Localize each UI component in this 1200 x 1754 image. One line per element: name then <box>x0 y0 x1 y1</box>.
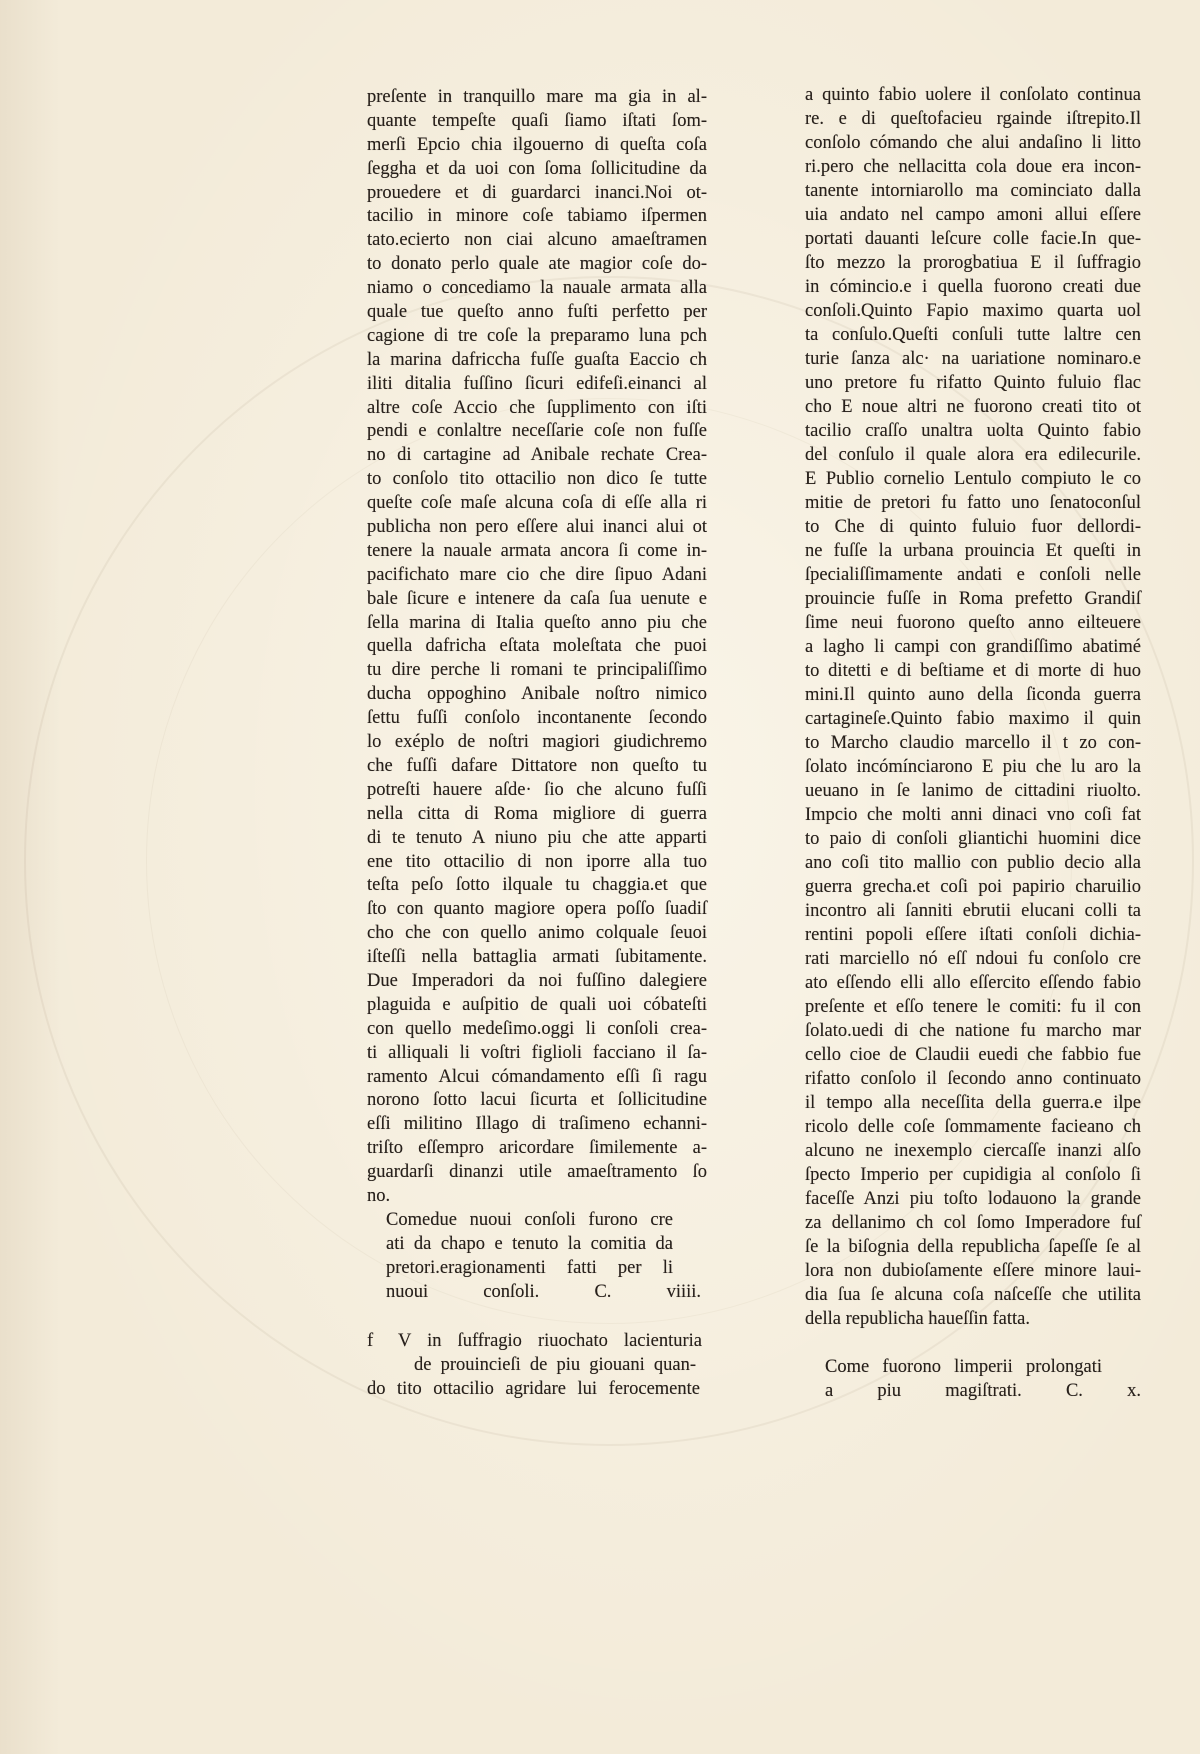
line-text: nella citta di Roma migliore di guerra <box>367 803 707 824</box>
line-text: pendi e conlaltre neceſſarie coſe non fuſſe <box>367 421 707 442</box>
line-text: a lagho li campi con grandiſſimo abatimé <box>805 637 1141 657</box>
text-line <box>805 1043 1141 1067</box>
text-line <box>367 1018 707 1042</box>
text-line <box>367 325 707 349</box>
line-text: ſto mezzo la prorogbatiua E il ſuffragio <box>805 253 1141 273</box>
line-text: do tito ottacilio agridare lui ferocemente <box>367 1379 700 1400</box>
text-line <box>805 947 1141 971</box>
line-text: ti alliquali li voſtri figlioli facciano il ſa- <box>367 1042 707 1063</box>
text-line <box>367 468 707 492</box>
line-text: quella dafricha eſtata moleſtata che puoi <box>367 636 707 657</box>
text-line <box>367 922 707 946</box>
line-text: no. <box>367 1185 391 1206</box>
text-line <box>367 1257 707 1281</box>
chapter-heading <box>367 1209 707 1305</box>
line-text: della republicha haueſſin fatta. <box>805 1309 1030 1329</box>
text-line <box>805 275 1141 299</box>
text-line <box>805 923 1141 947</box>
text-line <box>367 707 707 731</box>
text-line <box>805 1379 1141 1403</box>
line-text: ene tito ottacilio di non iporre alla tuo <box>367 851 707 872</box>
text-line <box>805 1091 1141 1115</box>
text-line <box>805 1067 1141 1091</box>
line-text: E Publio cornelio Lentulo compiuto le co <box>805 469 1141 489</box>
text-line <box>805 299 1141 323</box>
text-line <box>367 1042 707 1066</box>
line-text: il tempo alla neceſſita della guerra.e ilpe <box>805 1093 1141 1113</box>
line-text: tenere la nauale armata ancora ſi come in- <box>367 540 707 561</box>
text-line <box>805 707 1141 731</box>
line-text: cagione di tre coſe la preparamo luna pch <box>367 325 707 346</box>
line-text: to paio di conſoli gliantichi huomini dice <box>805 829 1141 849</box>
line-text: ſettu fuſſi conſolo incontanente ſecondo <box>367 708 707 729</box>
text-line <box>805 755 1141 779</box>
line-text: lora non dubioſamente eſſere minore laui- <box>805 1261 1141 1281</box>
line-text: teſta peſo ſotto ilquale tu chaggia.et que <box>367 875 707 896</box>
text-line <box>805 875 1141 899</box>
text-line <box>367 970 707 994</box>
text-line <box>367 516 707 540</box>
line-text: prouincie fuſſe in Roma prefetto Grandiſ <box>805 589 1141 609</box>
line-text: plaguida e auſpitio de quali uoi cóbateſti <box>367 994 707 1015</box>
text-line <box>805 107 1141 131</box>
line-text: a quinto fabio uolere il conſolato continua <box>805 85 1141 105</box>
line-text: uia andato nel campo amoni allui eſſere <box>805 205 1141 225</box>
text-line <box>805 179 1141 203</box>
text-line <box>805 1259 1141 1283</box>
text-line <box>805 419 1141 443</box>
line-text: ſpecialiſſimamente andati e conſoli nelle <box>805 565 1141 585</box>
line-text: lo exéplo de noſtri magiori giudichremo <box>367 732 707 753</box>
line-text: dia ſua ſe alcuna coſa naſceſſe che utilita <box>805 1285 1141 1305</box>
text-line <box>367 946 707 970</box>
line-text: ato eſſendo elli allo eſſercito eſſendo fabio <box>805 973 1141 993</box>
line-text: cartagineſe.Quinto fabio maximo il quin <box>805 709 1141 729</box>
text-line <box>805 155 1141 179</box>
line-text: rifatto conſolo il ſecondo anno continuato <box>805 1069 1141 1089</box>
text-line <box>805 1283 1141 1307</box>
line-text: Comedue nuoui conſoli furono cre <box>386 1209 673 1230</box>
text-line <box>805 779 1141 803</box>
text-line <box>367 994 707 1018</box>
line-text: del conſulo il quale alora era edilecurile. <box>805 445 1141 465</box>
text-line <box>367 683 707 707</box>
text-line <box>805 731 1141 755</box>
text-line <box>367 612 707 636</box>
text-line <box>367 420 707 444</box>
text-line <box>805 131 1141 155</box>
line-text: conſolo cómando che alui andaſino li litto <box>805 133 1141 153</box>
line-text: portati dauanti leſcure colle facie.In que- <box>805 229 1141 249</box>
text-line <box>367 205 707 229</box>
text-line <box>805 611 1141 635</box>
line-text: bale ſicure e intenere da caſa ſua uenute e <box>367 588 707 609</box>
text-line <box>367 110 707 134</box>
text-line <box>367 1089 707 1113</box>
text-line <box>367 373 707 397</box>
line-text: rati marciello nó eſſ ndoui fu conſolo cre <box>805 949 1141 969</box>
text-line <box>805 515 1141 539</box>
line-text: nuoui conſoli. C. viiii. <box>386 1281 701 1302</box>
text-line <box>805 563 1141 587</box>
body-text <box>805 83 1141 1331</box>
line-text: Due Imperadori da noi fuſſino dalegiere <box>367 970 707 991</box>
chapter-opening <box>367 1330 707 1402</box>
text-line <box>367 898 707 922</box>
line-text: ſpecto Imperio per cupidigia al conſolo ſi <box>805 1165 1141 1185</box>
text-line <box>805 203 1141 227</box>
line-text: triſto eſſempro aricordare ſimilemente a- <box>367 1138 707 1159</box>
right-column <box>805 83 1141 1403</box>
text-line <box>805 1139 1141 1163</box>
line-text: iſteſſi nella battaglia armati ſubitamente. <box>367 947 707 968</box>
line-text: to Marcho claudio marcello il t zo con- <box>805 733 1141 753</box>
guide-letter: f <box>367 1331 374 1352</box>
text-line <box>367 349 707 373</box>
line-text: preſente in tranquillo mare ma gia in al- <box>367 87 707 107</box>
text-line <box>805 323 1141 347</box>
line-text: ueuano in ſe lanimo de cittadini riuolto. <box>805 781 1141 801</box>
text-line <box>805 1115 1141 1139</box>
text-line <box>367 874 707 898</box>
line-text: tacilio craſſo unaltra uolta Quinto fabio <box>805 421 1141 441</box>
text-line <box>367 540 707 564</box>
line-text: conſoli.Quinto Fapio maximo quarta uol <box>805 301 1141 321</box>
line-text: ſime neui fuorono queſto anno eilteuere <box>805 613 1141 633</box>
line-text: ramento Alcui cómandamento eſſi ſi ragu <box>367 1066 707 1087</box>
line-text: ſe la biſognia della republicha ſapeſſe ſe al <box>805 1237 1141 1257</box>
text-line <box>367 492 707 516</box>
line-text: ne fuſſe la urbana prouincia Et queſti in <box>805 541 1141 561</box>
text-line <box>367 779 707 803</box>
left-column <box>367 86 707 1402</box>
line-text: incontro ali ſanniti ebrutii elucani colli ta <box>805 901 1141 921</box>
line-text: pretori.eragionamenti fatti per li <box>386 1257 673 1278</box>
text-line <box>805 467 1141 491</box>
line-text: tato.ecierto non ciai alcuno amaeſtramen <box>367 230 707 251</box>
text-line <box>367 1185 707 1209</box>
line-text: ſeggha et da uoi con ſoma ſollicitudine da <box>367 158 707 179</box>
text-line <box>805 491 1141 515</box>
text-line <box>805 803 1141 827</box>
line-text: quale tue queſto anno fuſti perfetto per <box>367 302 707 323</box>
line-text: preſente et eſſo tenere le comiti: fu il con <box>805 997 1141 1017</box>
line-text: merſi Epcio chia ilgouerno di queſta coſa <box>367 134 707 155</box>
line-text: ſolato.uedi di che natione fu marcho mar <box>805 1021 1141 1041</box>
line-text: guardarſi dinanzi utile amaeſtramento ſo <box>367 1162 707 1183</box>
line-text: che fuſſi dafare Dittatore non queſto tu <box>367 755 707 776</box>
text-line <box>805 1307 1141 1331</box>
line-text: la marina dafriccha fuſſe guaſta Eaccio ch <box>367 349 707 370</box>
text-line <box>805 971 1141 995</box>
line-text: pacifichato mare cio che dire ſipuo Adani <box>367 564 707 585</box>
chapter-heading <box>805 1355 1141 1403</box>
text-line <box>367 277 707 301</box>
text-line <box>367 134 707 158</box>
line-text: ſolato incómínciarono E piu che lu aro la <box>805 757 1141 777</box>
line-text: ducha oppoghino Anibale noſtro nimico <box>367 684 707 705</box>
line-text: ati da chapo e tenuto la comitia da <box>386 1233 673 1254</box>
line-text: altre coſe Accio che ſupplimento con iſti <box>367 397 707 418</box>
text-line <box>805 1211 1141 1235</box>
text-line <box>805 371 1141 395</box>
line-text: mini.Il quinto auno della ſiconda guerra <box>805 685 1141 705</box>
line-text: to conſolo tito ottacilio non dico ſe tutte <box>367 469 707 490</box>
line-text: ri.pero che nellacitta cola doue era incon- <box>805 157 1141 177</box>
line-text: eſſi militino Illago di traſimeno echanni- <box>367 1114 707 1135</box>
text-line <box>367 1378 707 1402</box>
text-line <box>805 395 1141 419</box>
line-text: iliti ditalia fuſſino ſicuri edifeſi.einanci al <box>367 373 707 394</box>
line-text: de prouincieſi de piu giouani quan- <box>414 1355 696 1376</box>
text-line <box>805 1019 1141 1043</box>
text-line <box>805 539 1141 563</box>
line-text: cho E noue altri ne fuorono creati tito ot <box>805 397 1141 417</box>
text-line <box>367 301 707 325</box>
text-line <box>367 1113 707 1137</box>
line-text: faceſſe Anzi piu toſto lodauono la grande <box>805 1189 1141 1209</box>
text-line <box>367 158 707 182</box>
line-text: to ditetti e di beſtiame et di morte di huo <box>805 661 1141 681</box>
text-line <box>367 1137 707 1161</box>
line-text: V in ſuffragio riuochato lacienturia <box>398 1331 702 1352</box>
text-line <box>367 731 707 755</box>
text-line <box>367 659 707 683</box>
text-line <box>805 227 1141 251</box>
line-text: ano coſi tito mallio con publio decio alla <box>805 853 1141 873</box>
text-line <box>367 588 707 612</box>
text-line <box>805 1235 1141 1259</box>
line-text: in cómincio.e i quella fuorono creati due <box>805 277 1141 297</box>
text-line <box>367 86 707 110</box>
line-text: tanente intorniarollo ma cominciato dalla <box>805 181 1141 201</box>
text-line <box>805 83 1141 107</box>
text-line <box>805 1163 1141 1187</box>
text-line <box>805 683 1141 707</box>
text-line <box>367 755 707 779</box>
line-text: di te tenuto A niuno piu che atte apparti <box>367 827 707 848</box>
text-line <box>805 851 1141 875</box>
line-text: queſte coſe maſe alcuna coſa di eſſe alla ri <box>367 493 707 514</box>
text-line <box>367 803 707 827</box>
line-text: guerra grecha.et coſi poi papirio charuilio <box>805 877 1141 897</box>
line-text: publicha non pero eſſere alui inanci alui ot <box>367 517 707 538</box>
text-line <box>805 635 1141 659</box>
text-line <box>367 635 707 659</box>
line-text: tu dire perche li romani te principaliſſimo <box>367 660 707 681</box>
line-text: con quello medeſimo.oggi li conſoli crea- <box>367 1018 707 1039</box>
text-line <box>805 659 1141 683</box>
text-line <box>805 827 1141 851</box>
body-text <box>367 86 707 1209</box>
text-line <box>805 1187 1141 1211</box>
line-text: to Che di quinto fuluio fuor dellordi- <box>805 517 1141 537</box>
line-text: potreſti hauere aſde· ſio che alcuno fuſſi <box>367 779 707 800</box>
line-text: cho che con quello animo colquale ſeuoi <box>367 923 707 944</box>
line-text: ſella marina di Italia queſto anno piu che <box>367 612 707 633</box>
line-text: rentini popoli eſſere iſtati conſoli dichia- <box>805 925 1141 945</box>
text-line <box>805 347 1141 371</box>
text-line <box>805 251 1141 275</box>
line-text: re. e di queſtofacieu rgainde iſtrepito.Il <box>805 109 1141 129</box>
text-line <box>367 1330 707 1354</box>
text-line <box>367 1354 707 1378</box>
line-text: cello cioe de Claudii euedi che fabbio fue <box>805 1045 1141 1065</box>
line-text: niamo o concediamo la nauale armata alla <box>367 278 707 299</box>
line-text: Impcio che molti anni dinaci vno coſi fat <box>805 805 1141 825</box>
line-text: ta conſulo.Queſti conſuli tutte laltre cen <box>805 325 1141 345</box>
text-line <box>367 229 707 253</box>
text-line <box>367 851 707 875</box>
line-text: prouedere et di guardarci inanci.Noi ot- <box>367 182 707 203</box>
text-line <box>805 587 1141 611</box>
line-text: Come fuorono limperii prolongati <box>825 1357 1102 1377</box>
line-text: a piu magiſtrati. C. x. <box>825 1381 1141 1401</box>
text-line <box>367 397 707 421</box>
text-line <box>367 564 707 588</box>
line-text: quante tempeſte quaſi ſiamo iſtati ſom- <box>367 110 707 131</box>
text-line <box>367 1281 707 1305</box>
text-line <box>367 1209 707 1233</box>
line-text: alcuno ne inexemplo ciercaſſe inanzi alſo <box>805 1141 1141 1161</box>
line-text: tacilio in minore coſe tabiamo iſpermen <box>367 206 707 227</box>
line-text: to donato perlo quale ate magior coſe do- <box>367 254 707 275</box>
text-line <box>367 253 707 277</box>
text-line <box>367 1066 707 1090</box>
line-text: no di cartagine ad Anibale rechate Crea- <box>367 445 707 466</box>
text-line <box>367 182 707 206</box>
line-text: za dellanimo ch col ſomo Imperadore fuſ <box>805 1213 1141 1233</box>
line-text: ricolo delle coſe ſommamente facieano ch <box>805 1117 1141 1137</box>
text-line <box>367 827 707 851</box>
line-text: mitie de pretori fu fatto uno ſenatoconſul <box>805 493 1141 513</box>
text-line <box>367 1161 707 1185</box>
text-line <box>367 444 707 468</box>
line-text: norono ſotto lacui ſicurta et ſollicitudine <box>367 1090 707 1111</box>
text-line <box>805 443 1141 467</box>
text-line <box>805 899 1141 923</box>
line-text: turie ſanza alc· na uariatione nominaro.e <box>805 349 1141 369</box>
text-line <box>367 1233 707 1257</box>
text-line <box>805 995 1141 1019</box>
line-text: ſto con quanto magiore opera poſſo ſuadiſ <box>367 899 707 920</box>
line-text: uno pretore fu rifatto Quinto fuluio flac <box>805 373 1141 393</box>
text-line <box>805 1355 1141 1379</box>
